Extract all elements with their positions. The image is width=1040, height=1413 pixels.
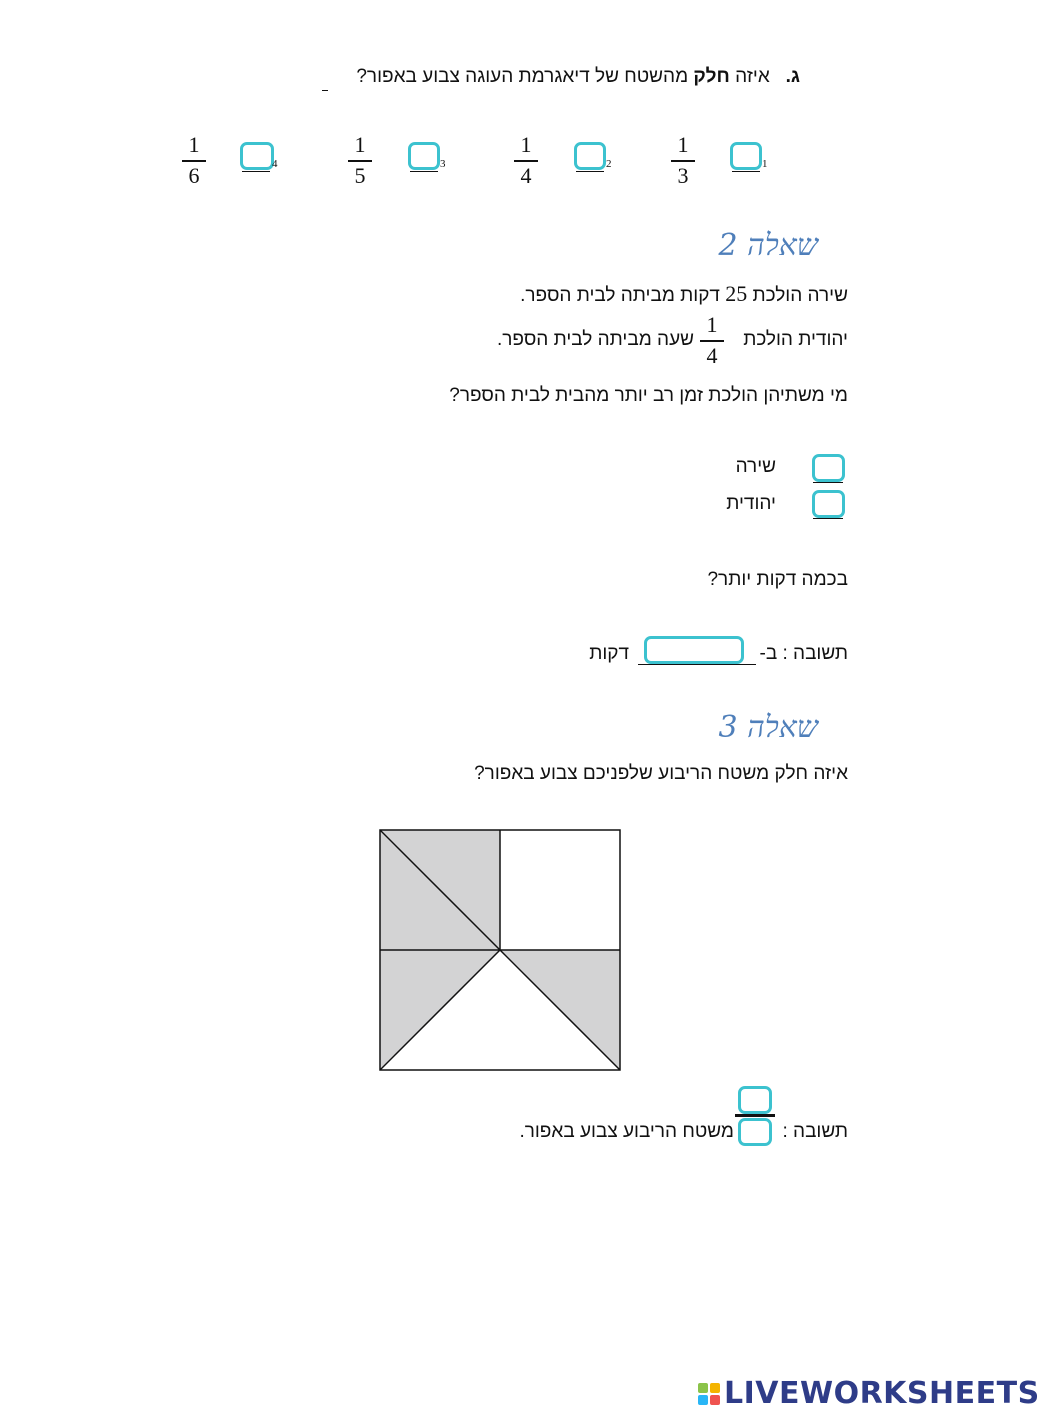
- q2-line2-fraction: 1 4: [700, 314, 724, 367]
- q3-heading: שאלה 3: [718, 710, 818, 745]
- q1-text-before: איזה: [735, 66, 770, 87]
- q2-minutes-underline: [638, 664, 756, 665]
- q2-line1-before: שירה הולכת: [752, 285, 848, 306]
- q1-option-4-checkbox[interactable]: [240, 142, 274, 170]
- q2-choice-shira-label: שירה: [735, 456, 776, 477]
- q2-choice-yehudit-underline: [813, 518, 843, 519]
- q1-text-bold: חלק: [693, 66, 730, 87]
- q3-fraction-bar: [735, 1114, 775, 1117]
- liveworksheets-logo: [698, 1376, 1040, 1411]
- q2-question2: בכמה דקות יותר?: [707, 569, 848, 590]
- q2-line1: [520, 281, 848, 307]
- q2-minutes-input[interactable]: [644, 636, 744, 664]
- q2-choice-shira-underline: [813, 482, 843, 483]
- q3-answer-suffix: משטח הריבוע צבוע באפור.: [519, 1121, 734, 1142]
- q2-heading: שאלה 2: [718, 228, 818, 263]
- q1-question: [356, 66, 800, 88]
- q3-numerator-input[interactable]: [738, 1086, 772, 1114]
- q1-text-after: מהשטח של דיאגרמת העוגה צבוע באפור?: [356, 66, 689, 87]
- q1-letter: ג.: [785, 66, 800, 87]
- q3-denominator-input[interactable]: [738, 1118, 772, 1146]
- q3-answer-prefix: תשובה :: [782, 1121, 848, 1142]
- q1-option-4-index: 4: [272, 158, 278, 170]
- liveworksheets-logo-text: LIVEWORKSHEETS: [724, 1376, 1040, 1411]
- q1-option-3-underline: [410, 171, 438, 172]
- q3-square-diagram: [378, 828, 622, 1072]
- q2-line1-after: דקות מביתה לבית הספר.: [520, 285, 720, 306]
- q2-choice-yehudit-label: יהודית: [726, 493, 776, 514]
- q1-option-2-fraction: 1 4: [514, 134, 538, 187]
- q1-option-2-index: 2: [606, 158, 612, 170]
- q3-question: איזה חלק משטח הריבוע שלפניכם צבוע באפור?: [474, 763, 848, 784]
- q1-option-2-underline: [576, 171, 604, 172]
- q1-option-3-fraction: 1 5: [348, 134, 372, 187]
- q1-option-4-fraction: 1 6: [182, 134, 206, 187]
- q1-option-1-underline: [732, 171, 760, 172]
- q1-option-4-underline: [242, 171, 270, 172]
- q2-answer-prefix: תשובה : ב-: [759, 643, 848, 664]
- q1-option-1-checkbox[interactable]: [730, 142, 762, 170]
- q1-option-3-checkbox[interactable]: [408, 142, 440, 170]
- q2-choice-shira-checkbox[interactable]: [812, 454, 845, 482]
- q2-choice-yehudit-checkbox[interactable]: [812, 490, 845, 518]
- q1-underline: [322, 90, 328, 91]
- q2-answer-suffix: דקות: [589, 643, 629, 664]
- q1-option-2-checkbox[interactable]: [574, 142, 606, 170]
- q2-line2-after: שעה מביתה לבית הספר.: [496, 329, 694, 350]
- q1-option-3-index: 3: [440, 158, 446, 170]
- q2-question: מי משתיהן הולכת זמן רב יותר מהבית לבית הספר?: [449, 385, 848, 406]
- q2-line2-before: יהודית הולכת: [743, 329, 848, 350]
- q2-line1-number: 25: [725, 281, 748, 306]
- q1-option-1-fraction: 1 3: [671, 134, 695, 187]
- q1-option-1-index: 1: [762, 158, 768, 170]
- liveworksheets-logo-icon: [698, 1383, 720, 1405]
